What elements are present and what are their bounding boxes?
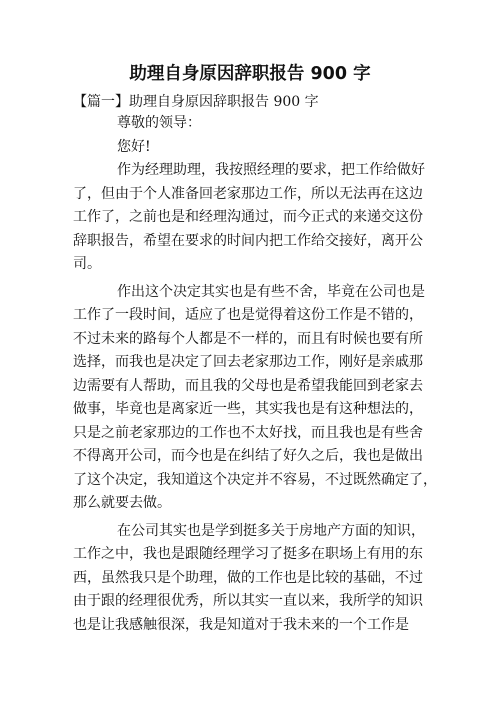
paragraph-line: 由于跟的经理很优秀，所以其实一直以来，我所学的知识 <box>73 593 423 609</box>
paragraph-line: 工作之中，我也是跟随经理学习了挺多在职场上有用的东 <box>73 546 423 562</box>
paragraph-line: 作为经理助理，我按照经理的要求，把工作给做好 <box>117 162 425 178</box>
paragraph-line: 选择，而我也是决定了回去老家那边工作，刚好是亲戚那 <box>73 354 423 370</box>
paragraph-line: 边需要有人帮助，而且我的父母也是希望我能回到老家去 <box>73 377 423 394</box>
paragraph-line: 了，但由于个人准备回老家那边工作，所以无法再在这边 <box>73 185 423 202</box>
paragraph-3 <box>73 520 425 638</box>
paragraph-line: 也是让我感触很深，我是知道对于我未来的一个工作是 <box>73 616 409 633</box>
document-body <box>73 112 437 637</box>
greeting: 您好! <box>117 138 151 155</box>
paragraph-line: 在公司其实也是学到挺多关于房地产方面的知识， <box>117 522 425 539</box>
paragraph-line: 西，虽然我只是个助理，做的工作也是比较的基础，不过 <box>73 569 423 586</box>
paragraph-line: 辞职报告，希望在要求的时间内把工作给交接好，离开公 <box>73 232 423 249</box>
paragraph-line: 只是之前老家那边的工作也不太好找，而且我也是有些舍 <box>73 424 423 441</box>
paragraph-1 <box>73 159 425 277</box>
paragraph-line: 司。 <box>73 256 101 272</box>
document-subtitle: 【篇一】助理自身原因辞职报告 900 字 <box>73 94 319 110</box>
paragraph-line: 工作了一段时间，适应了也是觉得着这份工作是不错的， <box>73 307 423 323</box>
paragraph-line: 那么就要去做。 <box>73 495 171 511</box>
paragraph-line: 不过未来的路每个人都是不一样的，而且有时候也要有所 <box>73 330 423 347</box>
salutation: 尊敬的领导： <box>117 115 201 131</box>
paragraph-line: 做事，毕竟也是离家近一些，其实我也是有这种想法的， <box>73 401 423 417</box>
paragraph-line: 工作了，之前也是和经理沟通过，而今正式的来递交这份 <box>73 209 423 225</box>
paragraph-line: 作出这个决定其实也是有些不舍，毕竟在公司也是 <box>117 283 425 300</box>
paragraph-2 <box>73 281 437 516</box>
document-title: 助理自身原因辞职报告 900 字 <box>129 64 371 84</box>
paragraph-line: 了这个决定，我知道这个决定并不容易，不过既然确定了， <box>73 471 437 488</box>
paragraph-line: 不得离开公司，而今也是在纠结了好久之后，我也是做出 <box>73 448 423 464</box>
